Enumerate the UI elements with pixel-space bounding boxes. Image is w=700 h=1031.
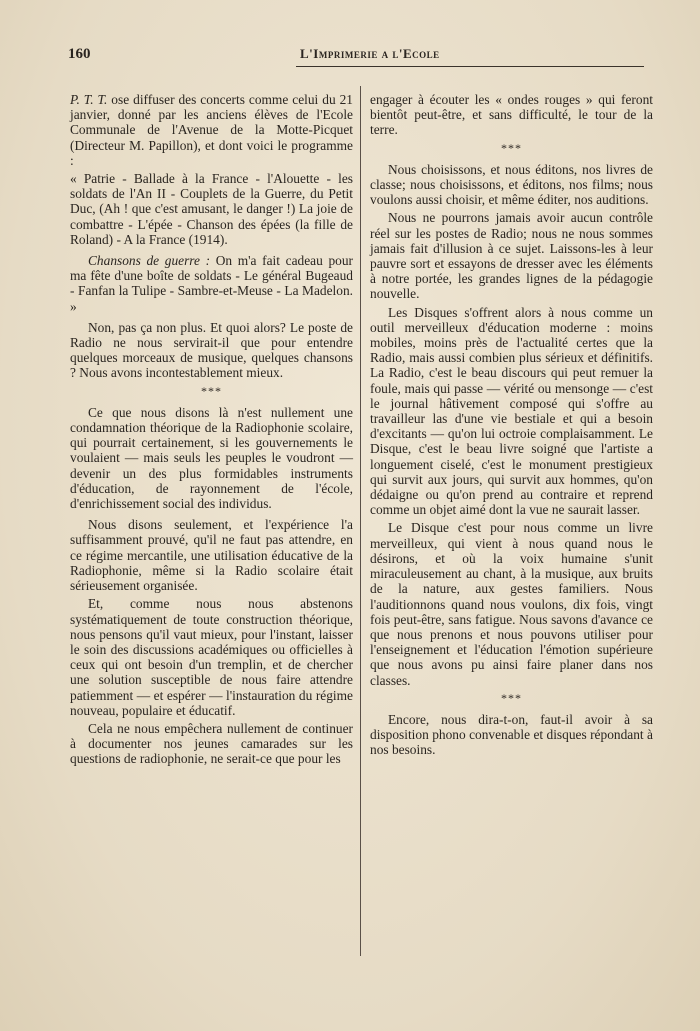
section-separator: *** bbox=[201, 383, 222, 398]
paragraph: « Patrie - Ballade à la France - l'Alouette - les soldats de l'An II - Couplets de la Guerre, du Petit Duc, (Ah ! que c'est amusant, le danger !) La joie de combattre - L'épée - Chanson des épées (la fille de Roland) - A la France (1914). bbox=[70, 171, 353, 247]
paragraph bbox=[70, 253, 353, 314]
page-number: 160 bbox=[68, 46, 91, 62]
left-column bbox=[70, 92, 353, 770]
right-column bbox=[370, 92, 653, 761]
paragraph: Non, pas ça non plus. Et quoi alors? Le poste de Radio ne nous servirait-il que pour entendre quelques morceaux de musique, quelques chansons ? Nous avons incontestablement mieux. bbox=[70, 319, 353, 381]
paragraph: Encore, nous dira-t-on, faut-il avoir à sa disposition phono convenable et disques répondant à nos besoins. bbox=[370, 711, 653, 758]
paragraph-text: ose diffuser des concerts comme celui du 21 janvier, donné par les anciens élèves de l'Ecole Communale de l'Avenue de la Motte-Picquet (Directeur M. Papillon), et dont voici le programme : bbox=[70, 92, 353, 168]
paragraph-text: On m'a fait cadeau pour ma fête d'une boîte de soldats - Le général Bugeaud - Fanfan la Tulipe - Sambre-et-Meuse - La Madelon. » bbox=[70, 253, 353, 314]
section-separator: *** bbox=[501, 140, 522, 155]
paragraph: Le Disque c'est pour nous comme un livre merveilleux, qui vient à nous quand nous le désirons, et où la voix humaine s'unit miraculeusement au chant, à la musique, aux bruits de la nature, aux gestes familiers. Nous l'auditionnons quand nous voulons, dix fois, vingt fois peut-être, sans fatigue. Nous savons d'avance ce que nous prenons et nous pouvons utiliser pour l'enseignement et l'éducation l'émotion supérieure que nous avons pu ainsi faire planer dans nos classes. bbox=[370, 520, 653, 688]
running-title: L'Imprimerie a l'Ecole bbox=[300, 46, 440, 61]
paragraph-lead: P. T. T. bbox=[70, 92, 108, 107]
paragraph: Les Disques s'offrent alors à nous comme un outil merveilleux d'éducation moderne : moins mobiles, moins près de l'actualité certes que la Radio, mais aussi combien plus sérieux et définitifs. La Radio, c'est le beau discours qui peut remuer la foule, mais qui passe — vérité ou mensonge — c'est le journal hâtivement composé qui s'offre au travailleur las d'une vie bestiale et qui a besoin d'excitants — qu'on lui octroie complaisamment. Le Disque, c'est le beau livre soigné que l'artiste a longuement ciselé, c'est le monument prestigieux qui survit aux jours, qui survit aux hommes, qu'on dédaigne ou qu'on prend au contraire et reprend comme un objet aimé dont la vue ne saurait lasser. bbox=[370, 304, 653, 518]
paragraph: Ce que nous disons là n'est nullement une condamnation théorique de la Radiophonie scolaire, qui pourrait certainement, si les gouvernements le voulaient — mais seuls les peuples le voudront — devenir un des plus formidables instruments d'éducation, de rayonnement de l'école, d'enrichissement social des individus. bbox=[70, 404, 353, 512]
paragraph: Nous ne pourrons jamais avoir aucun contrôle réel sur les postes de Radio; nous ne nous sommes jamais fait d'illusion à ce sujet. Laissons-les à leur pauvre sort et essayons de dresser avec les éléments à notre portée, les grandes lignes de la pédagogie nouvelle. bbox=[370, 210, 653, 302]
paragraph: Cela ne nous empêchera nullement de continuer à documenter nos jeunes camarades sur les questions de radiophonie, ne serait-ce que pour les bbox=[70, 720, 353, 767]
paragraph: Nous choisissons, et nous éditons, nos livres de classe; nous choisissons, et éditons, nos films; nous voulons aussi choisir, et même éditer, nos auditions. bbox=[370, 161, 653, 208]
paragraph: engager à écouter les « ondes rouges » qui feront bientôt peut-être, et sans difficulté, le tour de la terre. bbox=[370, 92, 653, 138]
header-rule bbox=[296, 66, 644, 67]
paragraph: Nous disons seulement, et l'expérience l'a suffisamment prouvé, qu'il ne faut pas attendre, en ce régime mercantile, une utilisation éducative de la Radiophonie, même si la Radio scolaire était sérieusement organisée. bbox=[70, 517, 353, 594]
section-separator: *** bbox=[501, 690, 522, 705]
page-header bbox=[68, 44, 644, 68]
paragraph-lead: Chansons de guerre : bbox=[88, 253, 211, 269]
paragraph: Et, comme nous nous abstenons systématiquement de toute construction théorique, nous pensons qu'il vaut mieux, pour l'instant, laisser le soin des discussions académiques ou officielles à ceux qui ont besoin d'un tremplin, et de chercher une solution susceptible de nous faire attendre patiemment — et espérer — l'instauration du régime nouveau, populaire et éducatif. bbox=[70, 596, 353, 718]
column-divider bbox=[360, 86, 361, 956]
paragraph bbox=[70, 92, 353, 168]
